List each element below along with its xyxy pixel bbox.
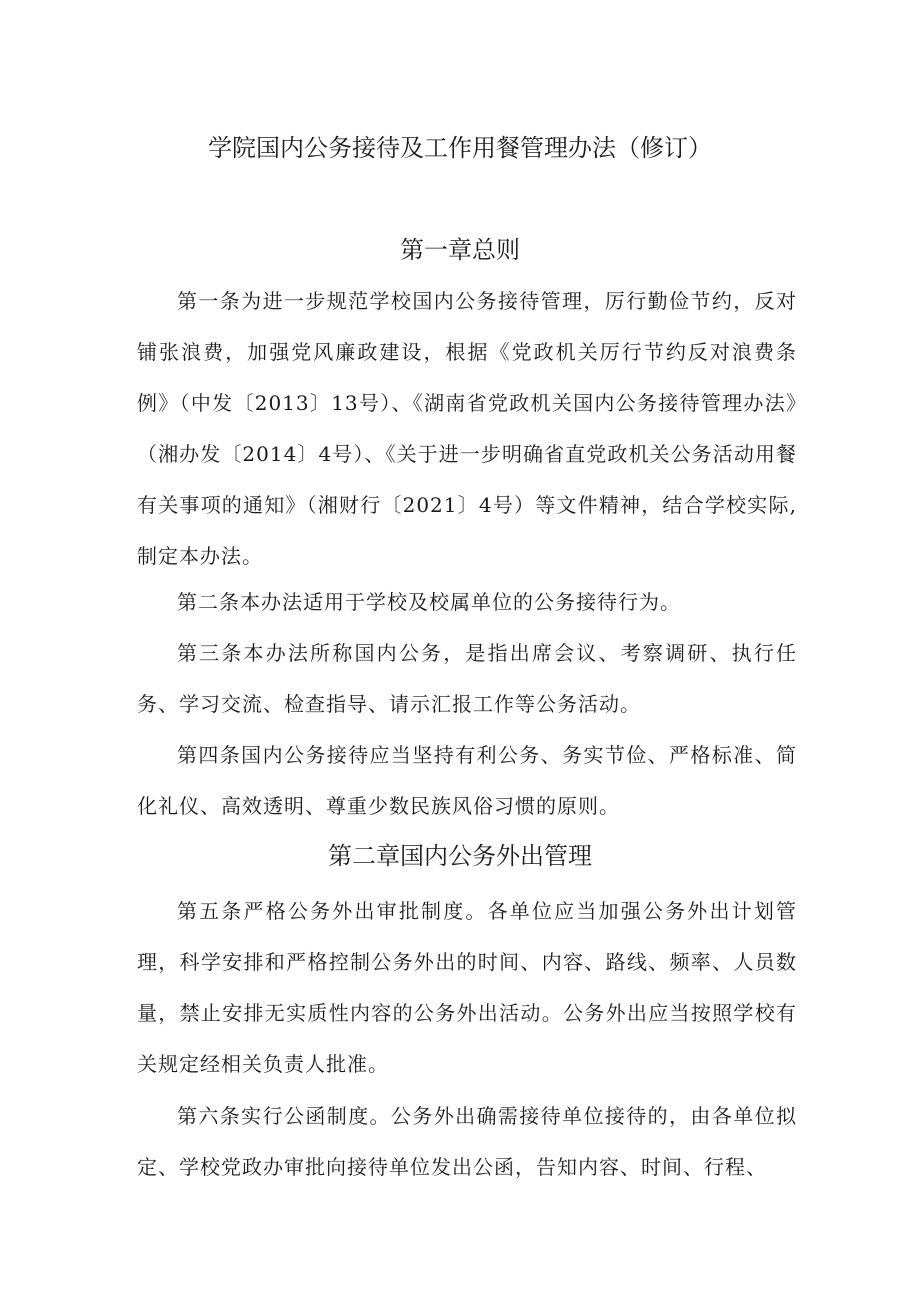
article-4: 第四条国内公务接待应当坚持有利公务、务实节俭、严格标准、简化礼仪、高效透明、尊重少数民族风俗习惯的原则。 [137, 743, 797, 818]
article-5: 第五条严格公务外出审批制度。各单位应当加强公务外出计划管理，科学安排和严格控制公务外出的时间、内容、路线、频率、人员数量，禁止安排无实质性内容的公务外出活动。公务外出应当按照学校有关规定经相关负责人批准。 [137, 899, 797, 1076]
article-6: 第六条实行公函制度。公务外出确需接待单位接待的，由各单位拟定、学校党政办审批向接待单位发出公函，告知内容、时间、行程、 [137, 1104, 797, 1179]
chapter-heading-2: 第二章国内公务外出管理 [328, 842, 592, 870]
article-1: 第一条为进一步规范学校国内公务接待管理，厉行勤俭节约，反对铺张浪费，加强党风廉政建设，根据《党政机关厉行节约反对浪费条例》（中发〔2013〕13号）、《湖南省党政机关国内公务接待管理办法》（湘办发〔2014〕4号）、《关于进一步明确省直党政机关公务活动用餐有关事项的通知》（湘财行〔2021〕4号）等文件精神，结合学校实际,制定本办法。 [137, 289, 797, 568]
chapter-heading-1: 第一章总则 [400, 236, 520, 264]
article-3: 第三条本办法所称国内公务，是指出席会议、考察调研、执行任务、学习交流、检查指导、请示汇报工作等公务活动。 [137, 641, 797, 716]
article-2: 第二条本办法适用于学校及校属单位的公务接待行为。 [177, 590, 681, 614]
document-title: 学院国内公务接待及工作用餐管理办法（修订） [208, 134, 712, 162]
